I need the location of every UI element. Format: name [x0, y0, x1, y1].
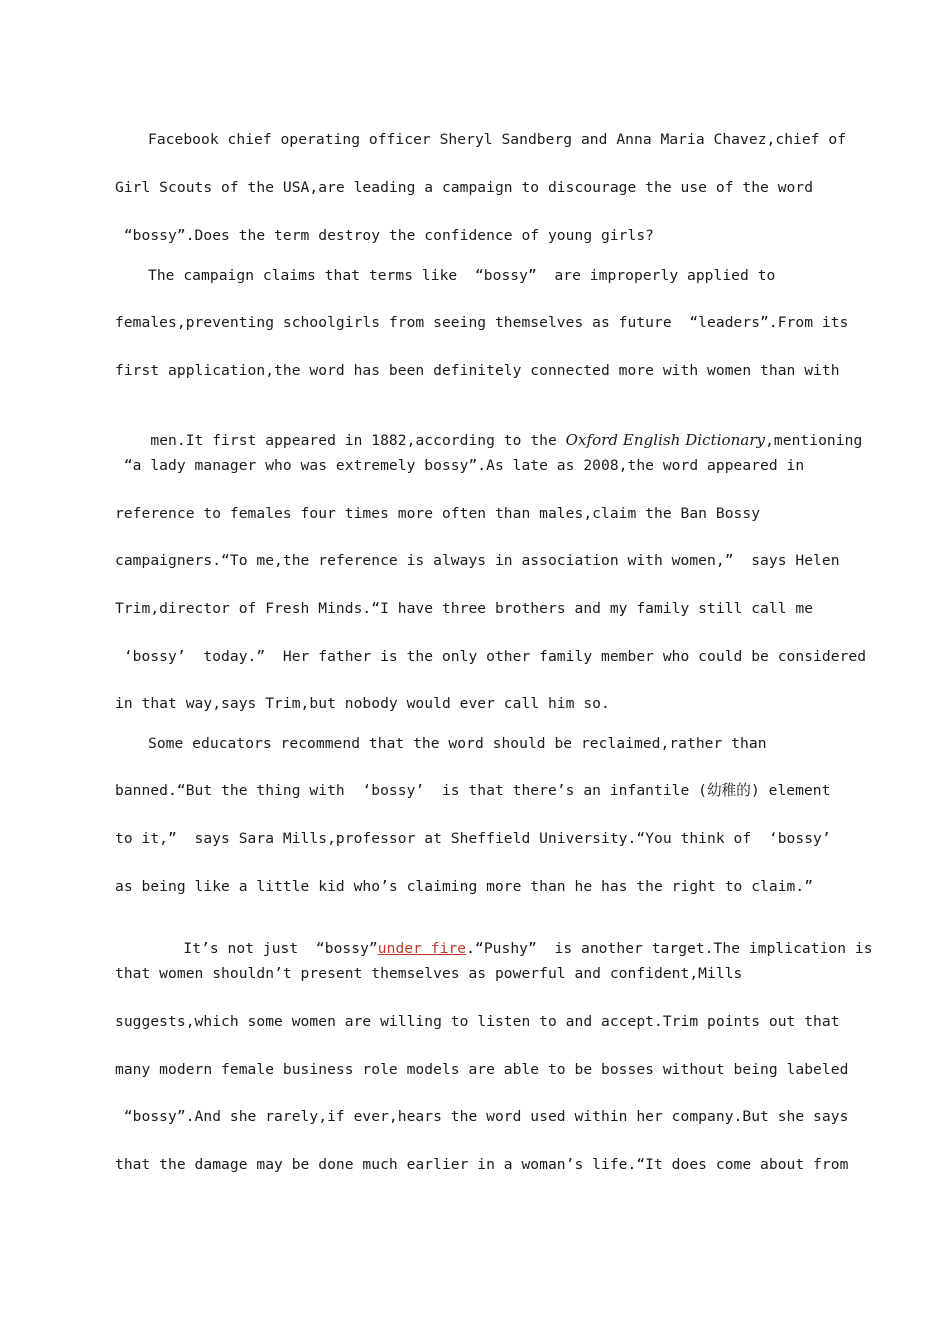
text-segment: It’s not just “bossy”	[183, 940, 378, 957]
text-line: The campaign claims that terms like “bossy” are improperly applied to	[148, 267, 776, 284]
text-line: as being like a little kid who’s claiming more than he has the right to claim.”	[115, 878, 814, 895]
text-line-with-underline	[148, 916, 873, 957]
text-line: first application,the word has been definitely connected more with women than with	[115, 362, 840, 379]
text-segment: ,mentioning	[765, 432, 863, 449]
text-line: that the damage may be done much earlier in a woman’s life.“It does come about from	[115, 1156, 849, 1173]
text-line: to it,” says Sara Mills,professor at Sheffield University.“You think of ‘bossy’	[115, 830, 831, 847]
text-line: Trim,director of Fresh Minds.“I have three brothers and my family still call me	[115, 600, 814, 617]
text-line: suggests,which some women are willing to listen to and accept.Trim points out that	[115, 1013, 840, 1030]
text-line: many modern female business role models are able to be bosses without being labeled	[115, 1061, 849, 1078]
text-line: that women shouldn’t present themselves as powerful and confident,Mills	[115, 965, 743, 982]
text-segment: .“Pushy” is another target.The implication is	[466, 940, 873, 957]
text-line: “bossy”.Does the term destroy the confidence of young girls?	[115, 227, 655, 244]
text-segment: men.It first appeared in 1882,according to the	[150, 432, 566, 449]
text-line: Facebook chief operating officer Sheryl Sandberg and Anna Maria Chavez,chief of	[148, 131, 847, 148]
text-line: banned.“But the thing with ‘bossy’ is that there’s an infantile (幼稚的) element	[115, 782, 831, 799]
text-line: Girl Scouts of the USA,are leading a campaign to discourage the use of the word	[115, 179, 814, 196]
text-line: reference to females four times more often than males,claim the Ban Bossy	[115, 505, 761, 522]
text-line: ‘bossy’ today.” Her father is the only other family member who could be considered	[115, 648, 867, 665]
text-line: “bossy”.And she rarely,if ever,hears the word used within her company.But she says	[115, 1108, 849, 1125]
text-line: in that way,says Trim,but nobody would ever call him so.	[115, 695, 610, 712]
italic-title: Oxford English Dictionary	[565, 431, 766, 449]
text-line: campaigners.“To me,the reference is always in association with women,” says Helen	[115, 552, 840, 569]
underlined-phrase: under fire	[377, 940, 467, 957]
text-line: “a lady manager who was extremely bossy”.As late as 2008,the word appeared in	[115, 457, 805, 474]
text-line: females,preventing schoolgirls from seeing themselves as future “leaders”.From its	[115, 314, 849, 331]
text-line-with-italic	[115, 407, 863, 449]
text-line: Some educators recommend that the word should be reclaimed,rather than	[148, 735, 767, 752]
